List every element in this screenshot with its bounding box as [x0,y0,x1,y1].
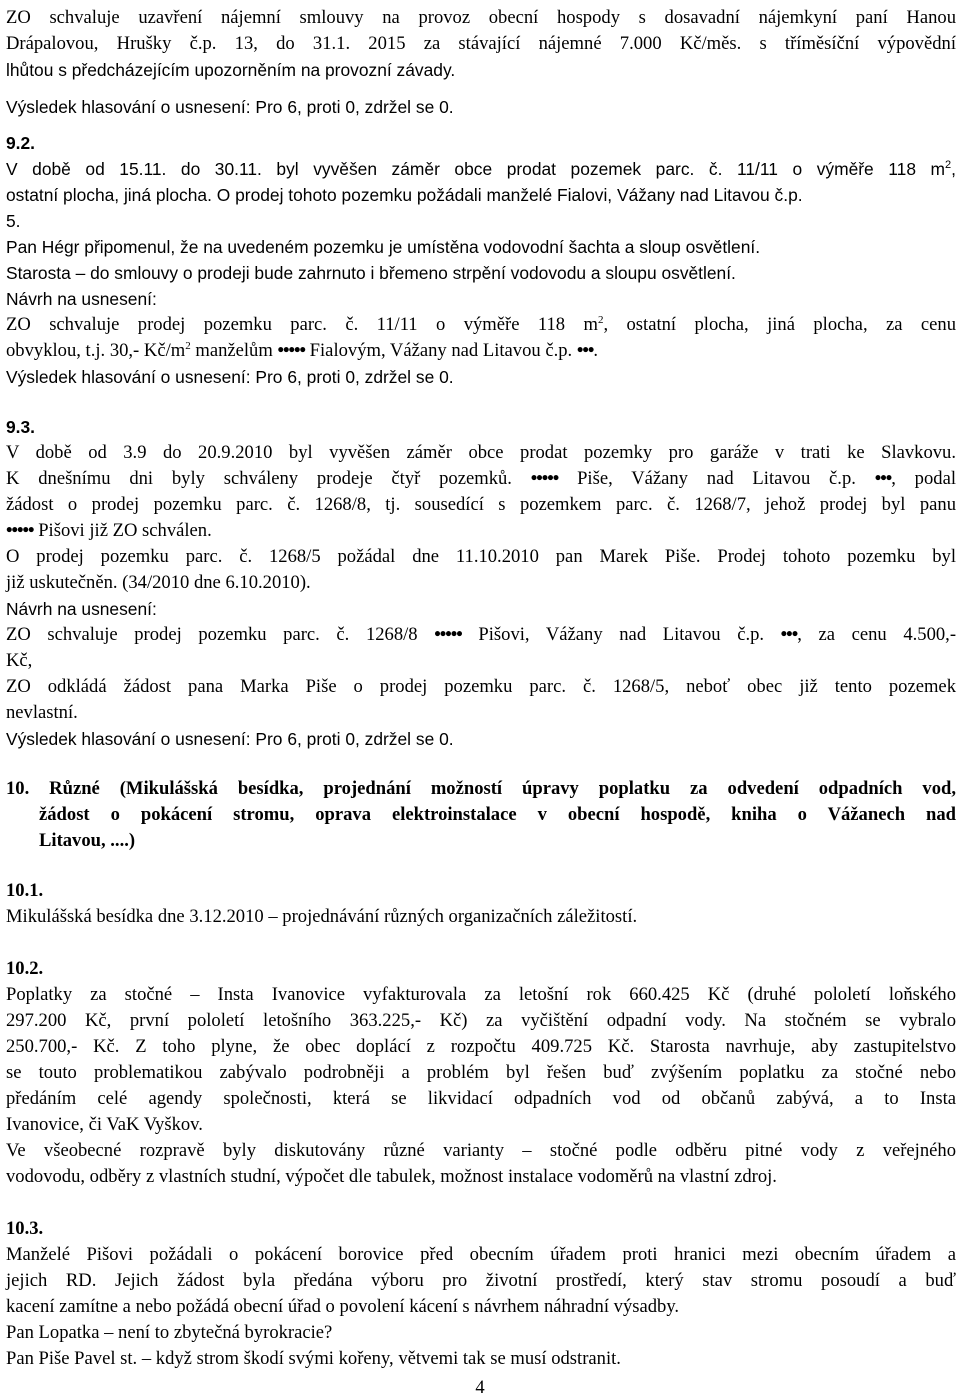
text-line: Starosta – do smlouvy o prodeji bude zahrnuto i břemeno strpění vodovodu a sloupu osvětlení. [6,263,736,283]
text-line: Poplatky za stočné – Insta Ivanovice vyfakturovala za letošní rok 660.425 Kč (druhé pololetí loňského [6,984,956,1005]
text-line: obvyklou, t.j. 30,- $Kč/m^2$ manželům ••••• Fialovým, Vážany nad Litavou č.p. •••. [6,339,599,361]
text-line: 10. Různé (Mikulášská besídka, projednání možností úpravy poplatku za odvedení odpadních vod, [6,778,956,799]
text-line: ostatní plocha, jiná plocha. O prodej tohoto pozemku požádali manželé Fialovi, Vážany nad Litavou č.p. [6,185,803,205]
text-line: K dnešnímu dni byly schváleny prodeje čtyř pozemků. ••••• Piše, Vážany nad Litavou č.p. •••, podal [6,468,956,489]
text-line: ZO schvaluje prodej pozemku parc. č. 11/11 o výměře 118 $m^2$, ostatní plocha, jiná plocha, za cenu [6,313,956,335]
text-line: 250.700,- Kč. Z toho plyne, že obec doplácí z rozpočtu 409.725 Kč. Starosta navrhuje, aby zastupitelstvo [6,1036,956,1057]
text-line: Výsledek hlasování o usnesení: Pro 6, proti 0, zdržel se 0. [6,729,454,749]
text-line: již uskutečněn. (34/2010 dne 6.10.2010). [6,572,311,593]
text-line: se touto problematikou zabývalo podrobněji a problém byl řešen buď zvýšením poplatku za stočné nebo [6,1062,956,1083]
text-line: jejich RD. Jejich žádost byla předána výboru pro životní prostředí, který stav stromu posoudí a buď [6,1270,956,1291]
text-line: 10.3. [6,1218,44,1239]
text-line: Litavou, ....) [39,830,136,851]
text-line: ••••• Pišovi již ZO schválen. [6,520,212,541]
text-line: předáním celé agendy společnosti, která se likvidací odpadních vod od občanů zabývá, a to Insta [6,1088,956,1109]
text-line: Pan Piše Pavel st. – když strom škodí svými kořeny, větvemi tak se musí odstranit. [6,1348,621,1369]
text-line: Kč, [6,650,33,671]
text-line: 297.200 Kč, první pololetí letošního 363.225,- Kč) za vyčištění odpadní vody. Na stočném se vybralo [6,1010,956,1031]
text-line: Výsledek hlasování o usnesení: Pro 6, proti 0, zdržel se 0. [6,367,454,387]
text-line: žádost o prodej pozemku parc. č. 1268/8, tj. sousedící s pozemkem parc. č. 1268/7, jehož prodej byl panu [6,494,956,515]
text-line: Manželé Pišovi požádali o pokácení borovice před obecním úřadem proti hranici mezi obecním úřadem a [6,1244,956,1265]
text-line: ZO schvaluje prodej pozemku parc. č. 1268/8 ••••• Pišovi, Vážany nad Litavou č.p. •••, za cenu 4.500,- [6,624,957,645]
text-line: 9.3. [6,417,36,437]
text-line: Ivanovice, či VaK Vyškov. [6,1114,203,1135]
text-line: Pan Hégr připomenul, že na uvedeném pozemku je umístěna vodovodní šachta a sloup osvětlení. [6,237,761,257]
text-line: vodovodu, odběry z vlastních studní, výpočet dle tabulek, možnost instalace vodoměrů na vlastní zdroj. [6,1166,777,1187]
text-line: ZO schvaluje uzavření nájemní smlouvy na provoz obecní hospody s dosavadní nájemkyní paní Hanou [6,7,956,28]
text-line: 9.2. [6,133,36,153]
text-line: Návrh na usnesení: [6,289,157,309]
text-line: V době od 3.9 do 20.9.2010 byl vyvěšen záměr obce prodat pozemky pro garáže v trati ke Slavkovu. [6,442,956,463]
text-line: lhůtou s předcházejícím upozorněním na provozní závady. [6,60,456,80]
text-line: kacení zamítne a nebo požádá obecní úřad o povolení kácení s návrhem náhradní výsadby. [6,1296,680,1317]
text-line: nevlastní. [6,702,78,723]
text-line: Ve všeobecné rozpravě byly diskutovány různé varianty – stočné podle odběru pitné vody z veřejného [6,1140,956,1161]
text-line: O prodej pozemku parc. č. 1268/5 požádal dne 11.10.2010 pan Marek Piše. Prodej tohoto pozemku byl [6,546,956,567]
text-line: Výsledek hlasování o usnesení: Pro 6, proti 0, zdržel se 0. [6,97,454,117]
text-line: Mikulášská besídka dne 3.12.2010 – projednávání různých organizačních záležitostí. [6,906,638,927]
text-line: Pan Lopatka – není to zbytečná byrokracie? [6,1322,333,1343]
text-line: ZO odkládá žádost pana Marka Piše o prodej pozemku parc. č. 1268/5, neboť obec již tento pozemek [6,676,956,697]
page-number: 4 [475,1377,485,1398]
text-line: 10.2. [6,958,44,979]
text-line: žádost o pokácení stromu, oprava elektroinstalace v obecní hospodě, kniha o Vážanech nad [39,804,956,825]
text-line: 5. [6,211,21,231]
text-line: Návrh na usnesení: [6,599,157,619]
text-line: 10.1. [6,880,44,901]
text-line: Drápalovou, Hrušky č.p. 13, do 31.1. 2015 za stávající nájemné 7.000 Kč/měs. s tříměsíční výpovědní [6,33,956,54]
text-line: V době od 15.11. do 30.11. byl vyvěšen záměr obce prodat pozemek parc. č. 11/11 o výměře 118 $m^2$, [6,159,956,179]
